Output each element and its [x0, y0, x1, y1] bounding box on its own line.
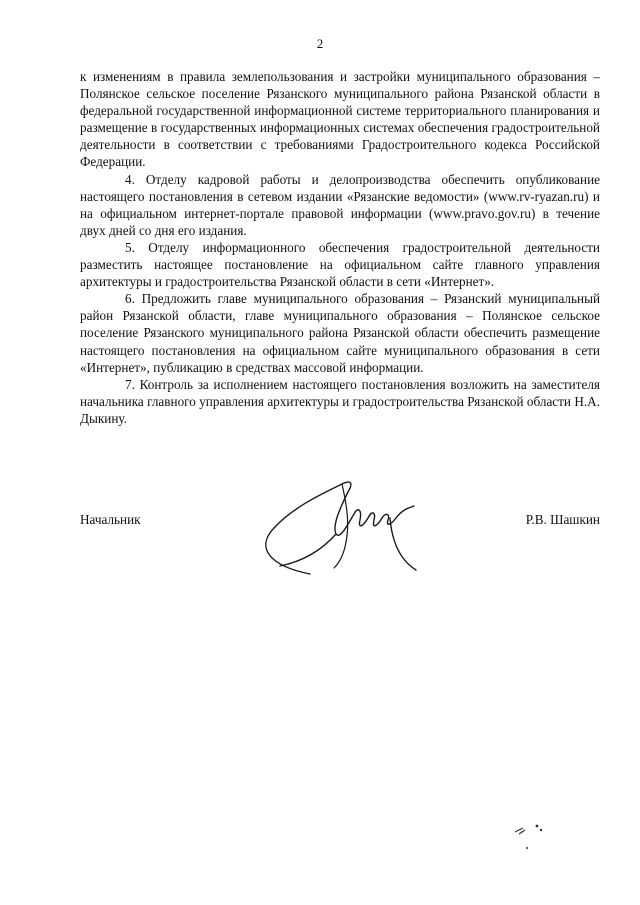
scan-specks — [505, 818, 555, 858]
handwritten-signature — [250, 462, 430, 580]
page-number: 2 — [316, 36, 324, 51]
paragraph-item-4: 4. Отделу кадровой работы и делопроизводства обеспечить опубликование настоящего постановления в сетевом издании «Рязанские ведомости» (www.rv-ryazan.ru) и на официальном интернет-портале правовой информации (www.pravo.gov.ru) в течение двух дней со дня его издания. — [80, 171, 600, 238]
paragraph-item-7: 7. Контроль за исполнением настоящего постановления возложить на заместителя начальника главного управления архитектуры и градостроительства Рязанской области Н.А. Дыкину. — [80, 376, 600, 426]
paragraph-item-6: 6. Предложить главе муниципального образования – Рязанский муниципальный район Рязанской области, главе муниципального образования – Полянское сельское поселение Рязанского муниципального района Рязанской области обеспечить размещение настоящего постановления на официальном сайте муниципального образования в сети «Интернет», публикацию в средствах массовой информации. — [80, 291, 600, 375]
paragraph-continuation: к изменениям в правила землепользования и застройки муниципального образования – Полянское сельское поселение Рязанского муниципального района Рязанской области в федеральной государственной информационной системе территориального планирования и размещение в государственных информационных системах обеспечения градостроительной деятельности в соответствии с требованиями Градостроительного кодекса Российской Федерации. — [80, 69, 600, 170]
paragraph-item-5: 5. Отделу информационного обеспечения градостроительной деятельности разместить настоящее постановление на официальном сайте главного управления архитектуры и градостроительства Рязанской области в сети «Интернет». — [80, 239, 600, 290]
signer-name: Р.В. Шашкин — [525, 512, 600, 527]
document-body — [80, 68, 600, 427]
signer-title: Начальник — [80, 512, 141, 527]
